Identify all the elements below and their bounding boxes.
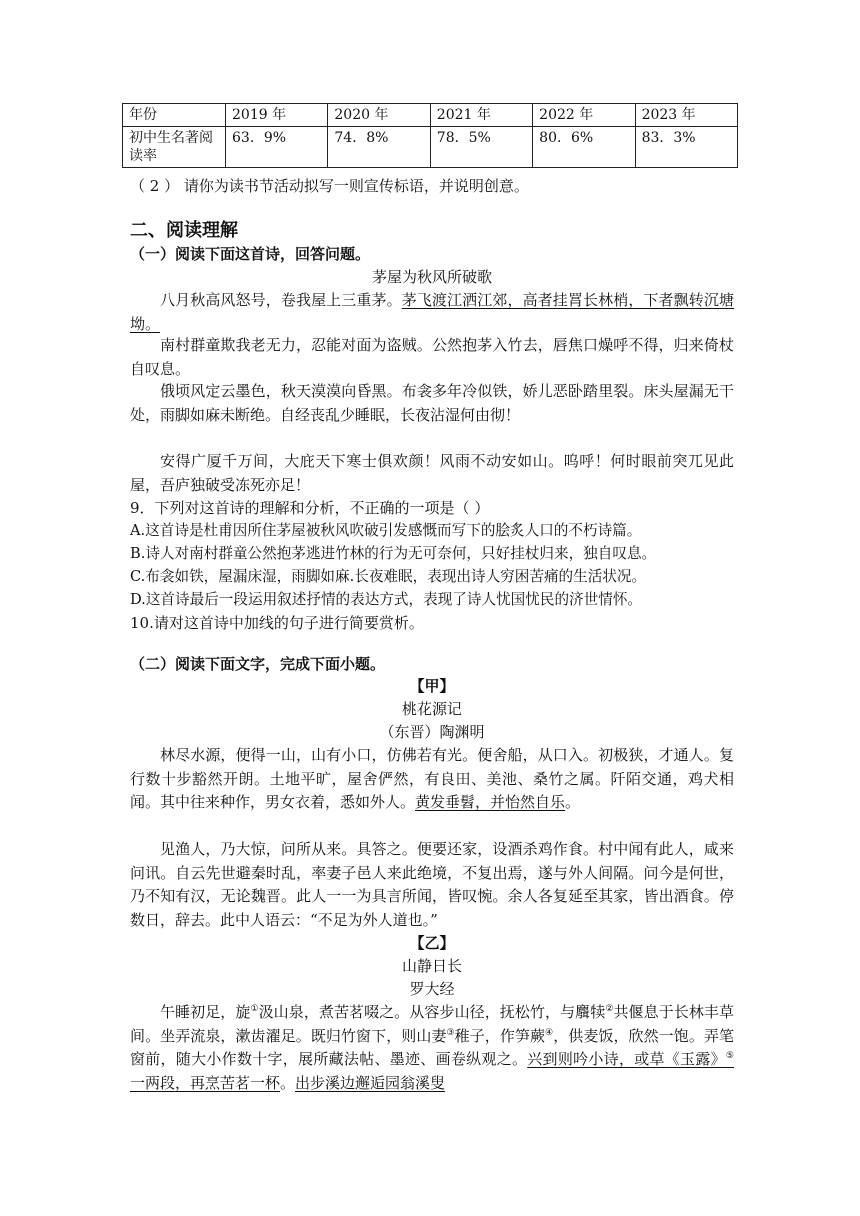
yi-title: 山静日长 [401,957,462,975]
underlined-text: 兴到则吟小诗，或草《玉露》 [527,1050,726,1068]
jia-title: 桃花源记 [401,700,462,718]
footnote-marker: ② [605,1004,614,1014]
question-2: （ 2 ） 请你为读书节活动拟写一则宣传标语，并说明创意。 [130,177,529,195]
part1-title: （一）阅读下面这首诗，回答问题。 [130,245,371,263]
table-row [123,127,738,168]
underlined-text: 一两段，再烹苦茗一杯 [130,1073,281,1092]
table-cell: 2020 年 [328,104,430,127]
footnote-marker: ① [250,1004,259,1014]
label-jia: 【甲】 [409,677,455,695]
table-cell: 83．3% [635,127,737,168]
option-b: B.诗人对南村群童公然抱茅逃进竹林的行为无可奈何，只好挂杖归来，独自叹息。 [130,545,657,562]
table-cell: 2022 年 [533,104,635,127]
table-row-label: 初中生名著阅读率 [123,127,226,168]
table-cell: 2021 年 [430,104,532,127]
passage-text: 稚子，作笋蕨 [454,1026,546,1045]
passage-text: 汲山泉，煮苦茗啜之。从容步山径，抚松竹，与麛犊 [258,1003,606,1021]
passage-text: 午睡初足，旋 [160,1003,251,1021]
passage-text: ，供麦饭，欣然一饱。弄笔窗前，随大小作数十字，展所藏法帖、墨迹、画卷纵观之。 [130,1026,734,1068]
question-10: 10.请对这首诗中加线的句子进行简要赏析。 [130,614,424,632]
table-cell: 2023 年 [635,104,737,127]
option-a: A.这首诗是杜甫因所住茅屋被秋风吹破引发感慨而写下的脍炙人口的不朽诗篇。 [130,522,642,539]
footnote-marker: ③ [446,1027,455,1038]
footnote-marker: ⑤ [725,1051,734,1061]
table-cell: 78．5% [430,127,532,168]
jia-paragraph-2: 见渔人，乃大惊，问所从来。具答之。便要还家，设酒杀鸡作食。村中闻有此人，咸来问讯。自云先世避秦时乱，率妻子邑人来此绝境，不复出焉，遂与外人间隔。问今是何世，乃不知有汉，无论魏晋。此人一一为具言所闻，皆叹惋。余人各复延至其家，皆出酒食。停数日，辞去。此中人语云：“不足为外人道也。” [130,840,734,929]
passage-text: 。 [565,793,581,811]
table-cell: 74．8% [328,127,430,168]
poem-text: 八月秋高风怒号，卷我屋上三重茅。 [160,291,402,309]
poem-title: 茅屋为秋风所破歌 [371,268,492,286]
table-cell: 年份 [123,104,226,127]
label-yi: 【乙】 [409,934,455,952]
passage-text: 共偃息于长林丰草间。坐弄流泉，漱齿濯足。既归竹窗下，则山妻 [130,1003,734,1045]
table-cell: 2019 年 [226,104,328,127]
poem-stanza-2: 南村群童欺我老无力，忍能对面为盗贼。公然抱茅入竹去，唇焦口燥呼不得，归来倚杖自叹息。 [130,336,734,378]
poem-stanza-4: 安得广厦千万间，大庇天下寒士俱欢颜！风雨不动安如山。呜呼！何时眼前突兀见此屋，吾庐独破受冻死亦足！ [130,452,734,494]
option-c: C.布衾如铁，屋漏床湿，雨脚如麻.长夜难眠，表现出诗人穷困苦痛的生活状况。 [130,568,647,585]
section-title: 二、阅读理解 [130,220,238,241]
yi-author: 罗大经 [409,980,455,998]
passage-text: 林尽水源，便得一山，山有小口，仿佛若有光。便舍船，从口入。初极狭，才通人。复行数十步豁然开朗。土地平旷，屋舍俨然，有良田、美池、桑竹之属。阡陌交通，鸡犬相闻。其中往来种作，男女衣着，悉如外人。 [130,746,734,811]
table-cell: 80．6% [533,127,635,168]
jia-paragraph-1 [130,744,734,815]
table-cell: 63．9% [226,127,328,168]
reading-rate-table [122,103,738,168]
part2-title: （二）阅读下面文字，完成下面小题。 [130,655,386,673]
jia-author: （东晋）陶渊明 [379,723,485,741]
underlined-sentence: 出步溪边邂逅园翁溪叟 [295,1073,446,1092]
underlined-sentence: 茅飞渡江洒江郊，高者挂罥长林梢，下者飘转沉塘坳。 [130,291,734,333]
table-header-row [123,104,738,127]
poem-stanza-1 [130,289,734,336]
option-d: D.这首诗最后一段运用叙述抒情的表达方式，表现了诗人忧国忧民的济世情怀。 [130,591,643,608]
underlined-sentence: 黄发垂髫，并怡然自乐 [415,793,566,811]
yi-paragraph [130,1001,734,1095]
question-9: 9．下列对这首诗的理解和分析，不正确的一项是（ ） [130,499,490,517]
footnote-marker: ④ [545,1027,554,1038]
poem-stanza-3: 俄顷风定云墨色，秋天漠漠向昏黑。布衾多年冷似铁，娇儿恶卧踏里裂。床头屋漏无干处，雨脚如麻未断绝。自经丧乱少睡眠，长夜沾湿何由彻！ [130,382,734,424]
passage-text: 。 [280,1073,296,1092]
